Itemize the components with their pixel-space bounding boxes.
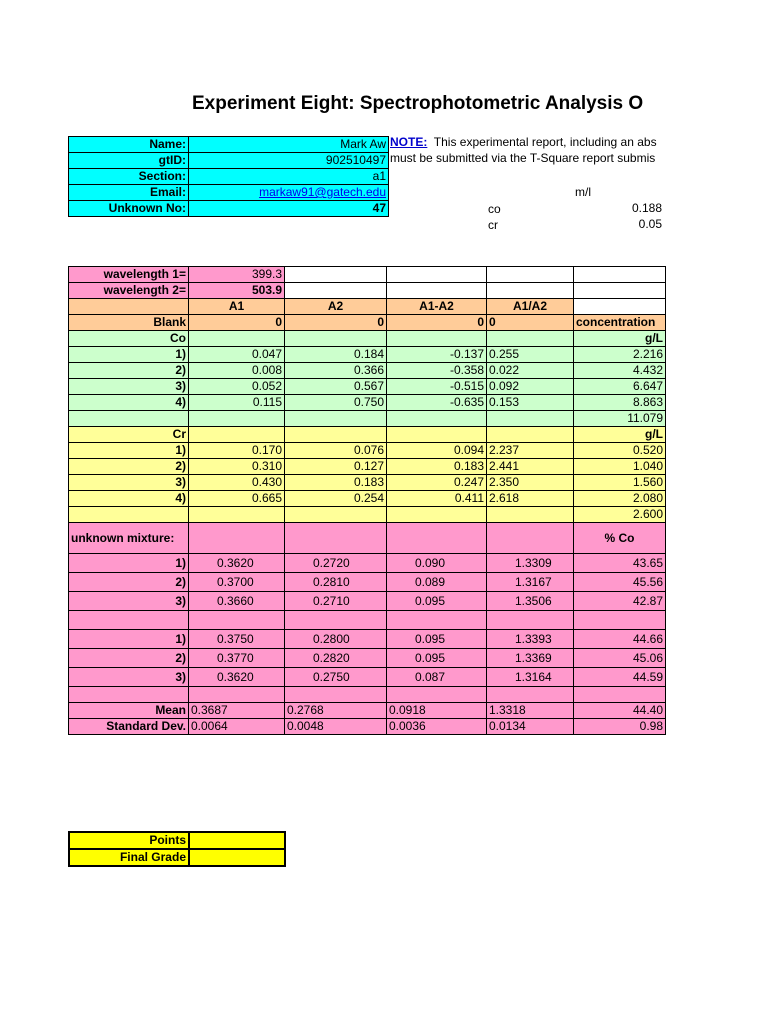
cr-row-1-conc: 0.520 — [574, 443, 666, 459]
co-row-2-a1[interactable]: 0.008 — [189, 363, 285, 379]
wavelength-2-row — [69, 283, 666, 299]
concentration-label: concentration — [574, 315, 666, 331]
points-label: Points — [69, 832, 189, 849]
sd-pct: 0.98 — [574, 719, 666, 735]
empty-cell — [574, 611, 666, 630]
unknown-set1-row-2-diff: 0.089 — [387, 573, 487, 592]
cr-row-3-diff: 0.247 — [387, 475, 487, 491]
note-line-1: This experimental report, including an abs — [433, 135, 657, 149]
empty-cell — [285, 411, 387, 427]
unknown-set1-row-3-a2[interactable]: 0.2710 — [285, 592, 387, 611]
co-row-2-ratio: 0.022 — [487, 363, 574, 379]
unknown-set1-row-2-label: 2) — [69, 573, 189, 592]
cr-row-4-label: 4) — [69, 491, 189, 507]
cr-row-1-label: 1) — [69, 443, 189, 459]
sd-a2: 0.0048 — [285, 719, 387, 735]
header-a2: A2 — [285, 299, 387, 315]
unknown-spacer-row-2 — [69, 687, 666, 703]
unknown-set2-row-2-a2[interactable]: 0.2820 — [285, 649, 387, 668]
empty-cell — [387, 427, 487, 443]
unknown-no-value[interactable]: 47 — [189, 201, 389, 217]
cr-row-1-diff: 0.094 — [387, 443, 487, 459]
sd-row — [69, 719, 666, 735]
points-value[interactable] — [189, 832, 285, 849]
wavelength-1-label: wavelength 1= — [69, 267, 189, 283]
empty-cell — [487, 331, 574, 347]
empty-cell — [189, 611, 285, 630]
sd-label: Standard Dev. — [69, 719, 189, 735]
final-grade-label: Final Grade — [69, 849, 189, 866]
final-grade-value[interactable] — [189, 849, 285, 866]
blank-a1[interactable]: 0 — [189, 315, 285, 331]
cr-row-2-label: 2) — [69, 459, 189, 475]
co-row-4-ratio: 0.153 — [487, 395, 574, 411]
co-label: Co — [69, 331, 189, 347]
co-row-1-conc: 2.216 — [574, 347, 666, 363]
cr-row-3 — [69, 475, 666, 491]
unknown-set1-row-3-a1[interactable]: 0.3660 — [189, 592, 285, 611]
unknown-set2-row-3-diff: 0.087 — [387, 668, 487, 687]
unknown-set1-row-1-ratio: 1.3309 — [487, 554, 574, 573]
co-row-4-label: 4) — [69, 395, 189, 411]
unknown-set1-row-1-a2[interactable]: 0.2720 — [285, 554, 387, 573]
email-link[interactable]: markaw91@gatech.edu — [259, 185, 386, 199]
spacer-cell — [487, 267, 574, 283]
co-row-2-label: 2) — [69, 363, 189, 379]
co-row-3 — [69, 379, 666, 395]
co-row-4-diff: -0.635 — [387, 395, 487, 411]
spacer-cell — [574, 283, 666, 299]
empty-cell — [285, 611, 387, 630]
unknown-set2-row-3-a2[interactable]: 0.2750 — [285, 668, 387, 687]
cr-row-4-a1[interactable]: 0.665 — [189, 491, 285, 507]
cr-molarity-label: cr — [488, 218, 498, 232]
mean-label: Mean — [69, 703, 189, 719]
header-diff: A1-A2 — [387, 299, 487, 315]
unknown-set2-row-1-diff: 0.095 — [387, 630, 487, 649]
sd-a1: 0.0064 — [189, 719, 285, 735]
wavelength-2-value[interactable]: 503.9 — [189, 283, 285, 299]
cr-row-2-a1[interactable]: 0.310 — [189, 459, 285, 475]
co-header-row — [69, 331, 666, 347]
unknown-set2-row-3 — [69, 668, 666, 687]
co-row-4 — [69, 395, 666, 411]
gtid-value[interactable]: 902510497 — [189, 153, 389, 169]
co-row-1-a2[interactable]: 0.184 — [285, 347, 387, 363]
mean-pct: 44.40 — [574, 703, 666, 719]
empty-cell — [387, 331, 487, 347]
grade-table — [68, 831, 286, 867]
unknown-set1-row-2-ratio: 1.3167 — [487, 573, 574, 592]
email-label: Email: — [69, 185, 189, 201]
note-block — [390, 134, 668, 166]
cr-header-row — [69, 427, 666, 443]
empty-cell — [487, 687, 574, 703]
cr-molarity-value: 0.05 — [638, 217, 662, 231]
unknown-set2-row-2-label: 2) — [69, 649, 189, 668]
co-row-3-conc: 6.647 — [574, 379, 666, 395]
pct-co-label: % Co — [574, 523, 666, 554]
unknown-set2-row-2-a1[interactable]: 0.3770 — [189, 649, 285, 668]
empty-cell — [285, 427, 387, 443]
unknown-set2-row-1 — [69, 630, 666, 649]
cr-row-4-a2[interactable]: 0.254 — [285, 491, 387, 507]
unknown-set1-row-2-a1[interactable]: 0.3700 — [189, 573, 285, 592]
co-extra-row — [69, 411, 666, 427]
unknown-set1-row-2 — [69, 573, 666, 592]
wavelength-1-row — [69, 267, 666, 283]
unknown-set2-row-1-ratio: 1.3393 — [487, 630, 574, 649]
cr-row-2-diff: 0.183 — [387, 459, 487, 475]
unknown-set1-row-2-pct: 45.56 — [574, 573, 666, 592]
empty-cell — [387, 507, 487, 523]
unknown-set1-row-1-pct: 43.65 — [574, 554, 666, 573]
cr-row-4-conc: 2.080 — [574, 491, 666, 507]
empty-cell — [285, 507, 387, 523]
mean-diff: 0.0918 — [387, 703, 487, 719]
spacer-cell — [285, 283, 387, 299]
cr-row-3-ratio: 2.350 — [487, 475, 574, 491]
mean-ratio: 1.3318 — [487, 703, 574, 719]
cr-row-2-conc: 1.040 — [574, 459, 666, 475]
section-label: Section: — [69, 169, 189, 185]
unknown-set2-row-2-diff: 0.095 — [387, 649, 487, 668]
unknown-header-row — [69, 523, 666, 554]
cr-row-1-ratio: 2.237 — [487, 443, 574, 459]
unknown-set1-row-1-diff: 0.090 — [387, 554, 487, 573]
co-unit: g/L — [574, 331, 666, 347]
gtid-label: gtID: — [69, 153, 189, 169]
empty-cell — [487, 523, 574, 554]
cr-label: Cr — [69, 427, 189, 443]
note-line-2: must be submitted via the T-Square report submis — [390, 151, 656, 165]
empty-cell — [69, 687, 189, 703]
empty-cell — [387, 687, 487, 703]
co-row-1-diff: -0.137 — [387, 347, 487, 363]
spacer-cell — [387, 283, 487, 299]
blank-ratio: 0 — [487, 315, 574, 331]
wavelength-2-label: wavelength 2= — [69, 283, 189, 299]
empty-cell — [189, 687, 285, 703]
mean-a1: 0.3687 — [189, 703, 285, 719]
unknown-set2-row-2 — [69, 649, 666, 668]
spacer-cell — [574, 267, 666, 283]
header-empty — [69, 299, 189, 315]
sd-diff: 0.0036 — [387, 719, 487, 735]
absorbance-table — [68, 266, 666, 735]
cr-row-1 — [69, 443, 666, 459]
co-row-3-a2[interactable]: 0.567 — [285, 379, 387, 395]
co-row-4-conc: 8.863 — [574, 395, 666, 411]
cr-extra-conc: 2.600 — [574, 507, 666, 523]
name-label: Name: — [69, 137, 189, 153]
empty-cell — [69, 611, 189, 630]
unknown-set2-row-3-pct: 44.59 — [574, 668, 666, 687]
cr-row-2-a2[interactable]: 0.127 — [285, 459, 387, 475]
empty-cell — [487, 507, 574, 523]
co-row-2-conc: 4.432 — [574, 363, 666, 379]
cr-row-3-conc: 1.560 — [574, 475, 666, 491]
cr-row-3-a2[interactable]: 0.183 — [285, 475, 387, 491]
unknown-no-label: Unknown No: — [69, 201, 189, 217]
email-cell[interactable] — [189, 185, 389, 201]
empty-cell — [189, 507, 285, 523]
note-label: NOTE: — [390, 135, 428, 149]
unknown-set2-row-1-label: 1) — [69, 630, 189, 649]
co-row-1-a1[interactable]: 0.047 — [189, 347, 285, 363]
co-row-2-a2[interactable]: 0.366 — [285, 363, 387, 379]
empty-cell — [487, 411, 574, 427]
unknown-set1-row-1-label: 1) — [69, 554, 189, 573]
empty-cell — [189, 523, 285, 554]
header-ratio: A1/A2 — [487, 299, 574, 315]
co-row-1-label: 1) — [69, 347, 189, 363]
empty-cell — [189, 411, 285, 427]
empty-cell — [69, 411, 189, 427]
co-row-4-a1[interactable]: 0.115 — [189, 395, 285, 411]
spacer-cell — [387, 267, 487, 283]
blank-a2[interactable]: 0 — [285, 315, 387, 331]
cr-row-3-label: 3) — [69, 475, 189, 491]
empty-cell — [387, 523, 487, 554]
empty-cell — [285, 687, 387, 703]
co-molarity-label: co — [488, 202, 501, 216]
empty-cell — [387, 411, 487, 427]
empty-cell — [387, 611, 487, 630]
unknown-set2-row-1-pct: 44.66 — [574, 630, 666, 649]
cr-row-4-ratio: 2.618 — [487, 491, 574, 507]
empty-cell — [189, 331, 285, 347]
spacer-cell — [487, 283, 574, 299]
sd-ratio: 0.0134 — [487, 719, 574, 735]
co-row-2 — [69, 363, 666, 379]
unknown-set1-row-1-a1[interactable]: 0.3620 — [189, 554, 285, 573]
co-row-4-a2[interactable]: 0.750 — [285, 395, 387, 411]
cr-row-1-a1[interactable]: 0.170 — [189, 443, 285, 459]
co-row-2-diff: -0.358 — [387, 363, 487, 379]
blank-diff: 0 — [387, 315, 487, 331]
unknown-set2-row-2-pct: 45.06 — [574, 649, 666, 668]
empty-cell — [69, 507, 189, 523]
blank-row — [69, 315, 666, 331]
co-row-1-ratio: 0.255 — [487, 347, 574, 363]
cr-row-2-ratio: 2.441 — [487, 459, 574, 475]
unknown-set1-row-2-a2[interactable]: 0.2810 — [285, 573, 387, 592]
cr-row-3-a1[interactable]: 0.430 — [189, 475, 285, 491]
co-row-3-diff: -0.515 — [387, 379, 487, 395]
empty-cell — [285, 523, 387, 554]
spacer-cell — [285, 267, 387, 283]
co-extra-conc: 11.079 — [574, 411, 666, 427]
cr-unit: g/L — [574, 427, 666, 443]
co-molarity-value: 0.188 — [631, 201, 662, 215]
co-row-3-ratio: 0.092 — [487, 379, 574, 395]
section-value[interactable]: a1 — [189, 169, 389, 185]
cr-row-4 — [69, 491, 666, 507]
unknown-set2-row-3-ratio: 1.3164 — [487, 668, 574, 687]
wavelength-1-value[interactable]: 399.3 — [189, 267, 285, 283]
cr-extra-row — [69, 507, 666, 523]
unknown-spacer-row — [69, 611, 666, 630]
cr-row-1-a2[interactable]: 0.076 — [285, 443, 387, 459]
unknown-set1-row-3-ratio: 1.3506 — [487, 592, 574, 611]
unknown-set2-row-2-ratio: 1.3369 — [487, 649, 574, 668]
student-info-table — [68, 136, 389, 217]
unknown-set2-row-1-a2[interactable]: 0.2800 — [285, 630, 387, 649]
header-row — [69, 299, 666, 315]
co-row-3-a1[interactable]: 0.052 — [189, 379, 285, 395]
unknown-set2-row-1-a1[interactable]: 0.3750 — [189, 630, 285, 649]
mean-a2: 0.2768 — [285, 703, 387, 719]
cr-row-2 — [69, 459, 666, 475]
unknown-set2-row-3-label: 3) — [69, 668, 189, 687]
unknown-mixture-label: unknown mixture: — [69, 523, 189, 554]
unknown-set1-row-3-diff: 0.095 — [387, 592, 487, 611]
unknown-set1-row-3-pct: 42.87 — [574, 592, 666, 611]
empty-cell — [285, 331, 387, 347]
empty-cell — [487, 611, 574, 630]
molarity-header: m/l — [575, 185, 591, 199]
blank-label: Blank — [69, 315, 189, 331]
page-title: Experiment Eight: Spectrophotometric Analysis O — [192, 93, 644, 114]
empty-cell — [189, 427, 285, 443]
empty-cell — [574, 687, 666, 703]
name-value[interactable]: Mark Aw — [189, 137, 389, 153]
empty-cell — [487, 427, 574, 443]
co-row-1 — [69, 347, 666, 363]
cr-row-4-diff: 0.411 — [387, 491, 487, 507]
unknown-set2-row-3-a1[interactable]: 0.3620 — [189, 668, 285, 687]
co-row-3-label: 3) — [69, 379, 189, 395]
unknown-set1-row-1 — [69, 554, 666, 573]
mean-row — [69, 703, 666, 719]
spacer-cell — [574, 299, 666, 315]
unknown-set1-row-3-label: 3) — [69, 592, 189, 611]
unknown-set1-row-3 — [69, 592, 666, 611]
header-a1: A1 — [189, 299, 285, 315]
